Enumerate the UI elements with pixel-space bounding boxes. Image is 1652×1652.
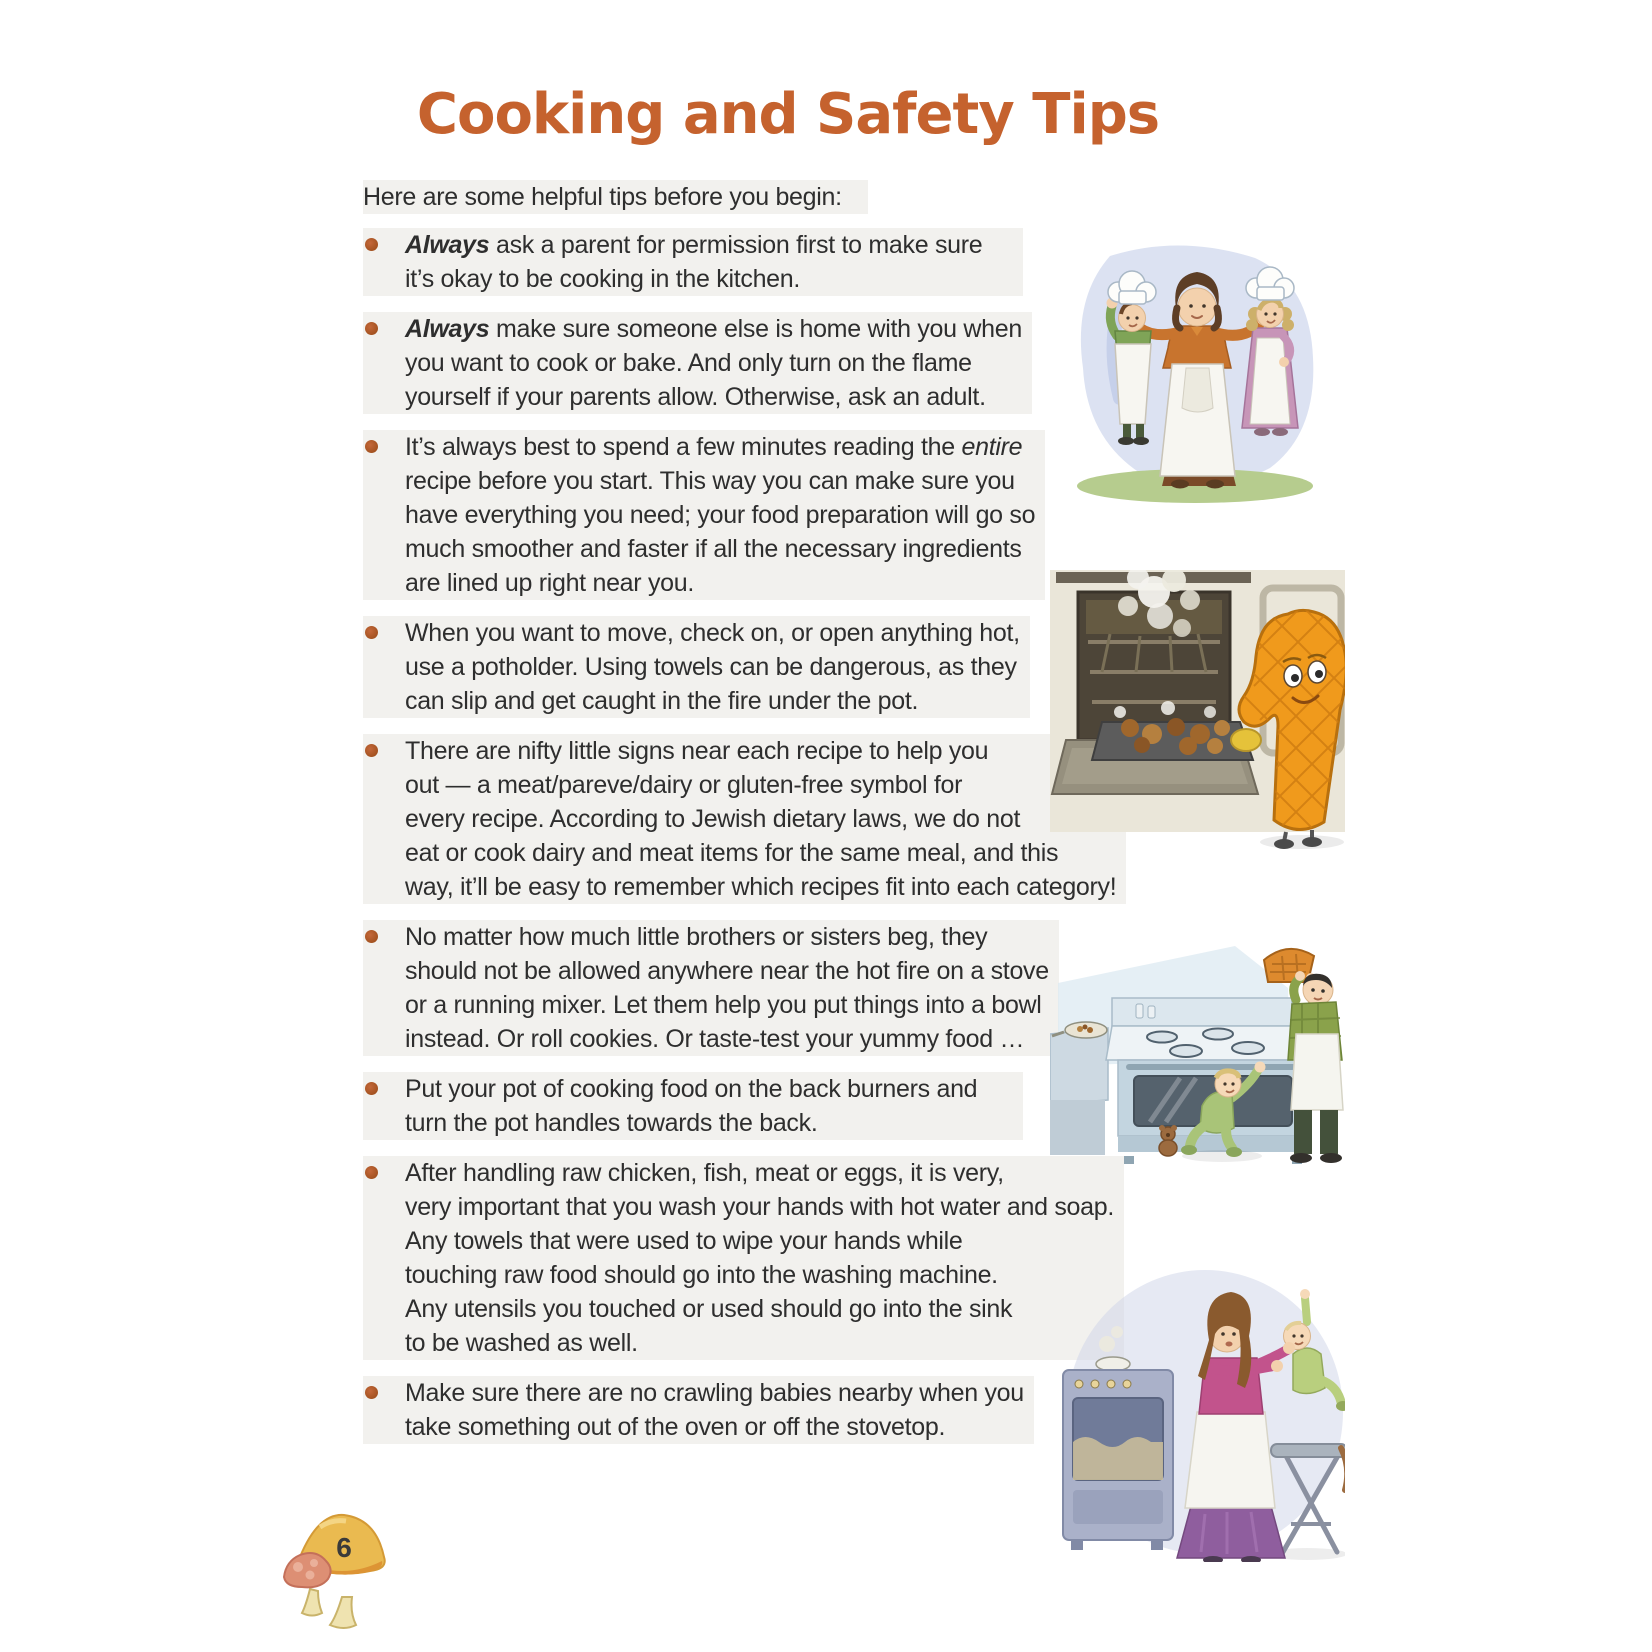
bullet-dot-icon	[365, 440, 378, 453]
kitchen-counter	[1050, 1022, 1108, 1155]
tip-item	[363, 734, 1126, 904]
tips-list	[363, 228, 1117, 1444]
bullet-dot-icon	[365, 1386, 378, 1399]
tip-text: There are nifty little signs near each recipe to help you out — a meat/pareve/dairy or gluten-free symbol for every recipe. According to Jewish dietary laws, we do not eat or cook dairy and meat items for the same meal, and this way, it’ll be easy to remember which recipes fit into each category!	[405, 737, 1117, 901]
father-toddler-stove-illustration	[1050, 938, 1350, 1168]
bullet-dot-icon	[365, 238, 378, 251]
bullet-dot-icon	[365, 1166, 378, 1179]
tip-text: Put your pot of cooking food on the back burners and turn the pot handles towards the back.	[405, 1075, 978, 1137]
tip-text: After handling raw chicken, fish, meat or eggs, it is very, very important that you wash your hands with hot water and soap. Any towels that were used to wipe your hands while touching raw food should go into the washing machine. Any utensils you touched or used should go into the sink to be washed as well.	[405, 1159, 1114, 1357]
tips-section	[363, 180, 1117, 1460]
tip-item	[363, 616, 1030, 718]
small-mushroom	[284, 1553, 331, 1616]
tip-text: Make sure there are no crawling babies nearby when you take something out of the oven or off the stovetop.	[405, 1379, 1024, 1441]
bullet-dot-icon	[365, 1082, 378, 1095]
tip-item	[363, 1072, 1023, 1140]
tip-item	[363, 1376, 1034, 1444]
stove	[1106, 998, 1308, 1164]
tip-item	[363, 312, 1032, 414]
oven-mitt-character-illustration	[1050, 570, 1345, 850]
bullet-dot-icon	[365, 744, 378, 757]
mushroom-page-number-illustration	[272, 1505, 402, 1635]
tip-item	[363, 1156, 1124, 1360]
tip-item	[363, 430, 1045, 600]
bullet-dot-icon	[365, 626, 378, 639]
bullet-dot-icon	[365, 930, 378, 943]
girl-chef-figure	[1242, 267, 1298, 436]
page-title: Cooking and Safety Tips	[416, 82, 1160, 147]
tip-text: It’s always best to spend a few minutes reading the entire recipe before you start. This way you can make sure you have everything you need; your food preparation will go so much smoother and faster if all the necessary ingredients are lined up right near you.	[405, 433, 1036, 597]
tip-text: No matter how much little brothers or sisters beg, they should not be allowed anywhere near the hot fire on a stove or a running mixer. Let them help you put things into a bowl instead. Or roll cookies. Or taste-test your yummy food …	[405, 923, 1049, 1053]
tip-item	[363, 920, 1059, 1056]
mother-baby-highchair-illustration	[1055, 1262, 1345, 1562]
tip-item	[363, 228, 1023, 296]
helper-mitt	[1231, 729, 1261, 751]
intro-text: Here are some helpful tips before you begin:	[363, 180, 868, 214]
tip-text: When you want to move, check on, or open anything hot, use a potholder. Using towels can be dangerous, as they can slip and get caught in the fire under the pot.	[405, 619, 1020, 715]
bullet-dot-icon	[365, 322, 378, 335]
family-cooking-illustration	[1065, 228, 1330, 508]
tip-text: Always ask a parent for permission first to make sure it’s okay to be cooking in the kitchen.	[405, 231, 983, 293]
tip-text: Always make sure someone else is home with you when you want to cook or bake. And only turn on the flame yourself if your parents allow. Otherwise, ask an adult.	[405, 315, 1022, 411]
page-number: 6	[336, 1532, 352, 1563]
